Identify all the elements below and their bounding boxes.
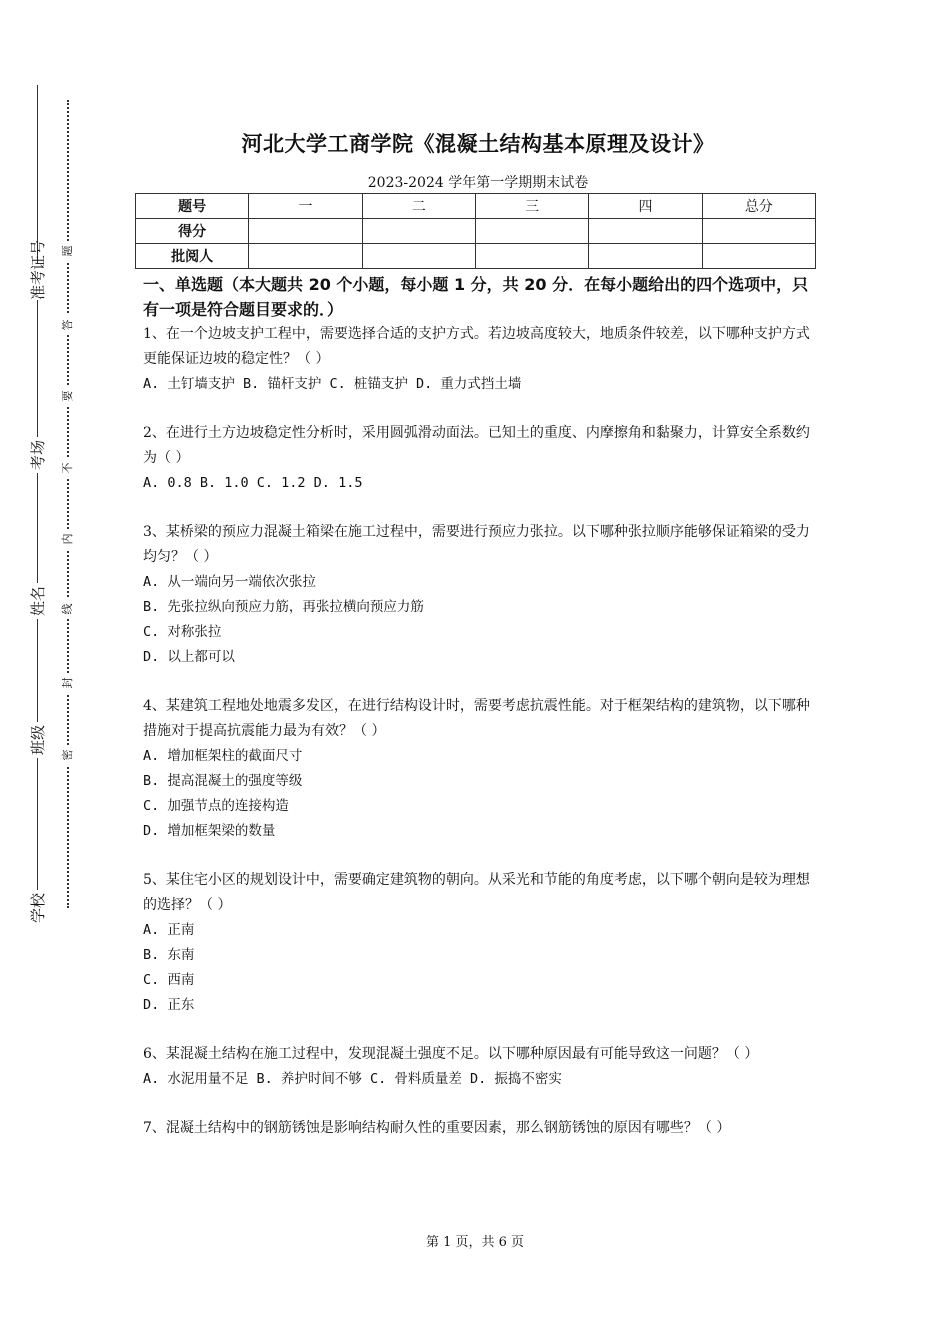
question-option: C. 西南 <box>143 972 195 988</box>
question-option: C. 对称张拉 <box>143 624 222 640</box>
seal-char: 密 <box>58 745 78 765</box>
field-class-label: 班级 <box>20 722 56 758</box>
reviewer-cell <box>249 244 362 269</box>
question-5 <box>143 868 815 1018</box>
reviewer-cell <box>362 244 475 269</box>
score-table-header-row <box>136 194 816 219</box>
question-option: D. 以上都可以 <box>143 649 235 665</box>
question-option: D. 正东 <box>143 997 195 1013</box>
seal-char: 题 <box>58 241 78 261</box>
score-table-header-cell: 四 <box>589 194 702 219</box>
reviewer-cell <box>589 244 702 269</box>
score-cell <box>702 219 815 244</box>
question-list <box>143 322 815 1165</box>
score-table-header-cell: 题号 <box>136 194 249 219</box>
reviewer-row-label: 批阅人 <box>136 244 249 269</box>
question-option: A. 从一端向另一端依次张拉 <box>143 574 316 590</box>
question-option: A. 正南 <box>143 922 195 938</box>
seal-char: 封 <box>58 673 78 693</box>
question-option: C. 加强节点的连接构造 <box>143 798 289 814</box>
reviewer-cell <box>475 244 588 269</box>
field-exam-number-label: 准考证号 <box>20 264 56 300</box>
score-table-header-cell: 总分 <box>702 194 815 219</box>
score-cell <box>249 219 362 244</box>
score-row-label: 得分 <box>136 219 249 244</box>
score-cell <box>475 219 588 244</box>
score-table-row <box>136 244 816 269</box>
seal-char: 要 <box>58 386 78 406</box>
question-4 <box>143 694 815 844</box>
seal-char: 答 <box>58 315 78 335</box>
question-option: A. 水泥用量不足 B. 养护时间不够 C. 骨料质量差 D. 振捣不密实 <box>143 1071 562 1087</box>
question-stem: 2、在进行土方边坡稳定性分析时，采用圆弧滑动面法。已知土的重度、内摩擦角和黏聚力，计算安全系数约为（ ） <box>143 425 810 466</box>
question-stem: 3、某桥梁的预应力混凝土箱梁在施工过程中，需要进行预应力张拉。以下哪种张拉顺序能够保证箱梁的受力均匀？（ ） <box>143 524 810 565</box>
question-option: B. 先张拉纵向预应力筋，再张拉横向预应力筋 <box>143 599 424 615</box>
seal-char: 内 <box>58 529 78 549</box>
question-stem: 6、某混凝土结构在施工过程中，发现混凝土强度不足。以下哪种原因最有可能导致这一问题？（ ） <box>143 1046 759 1062</box>
question-3 <box>143 520 815 670</box>
question-2 <box>143 421 815 496</box>
question-7 <box>143 1116 815 1141</box>
section-heading: 一、单选题（本大题共 20 个小题，每小题 1 分，共 20 分．在每小题给出的四个选项中，只有一项是符合题目要求的．） <box>143 275 809 319</box>
seal-dotted-line <box>67 100 69 908</box>
score-table-header-cell: 二 <box>362 194 475 219</box>
reviewer-cell <box>702 244 815 269</box>
field-exam-room-label: 考场 <box>20 437 56 473</box>
question-option: B. 提高混凝土的强度等级 <box>143 773 303 789</box>
question-stem: 7、混凝土结构中的钢筋锈蚀是影响结构耐久性的重要因素，那么钢筋锈蚀的原因有哪些？（ ） <box>143 1120 731 1136</box>
field-school-label: 学校 <box>20 890 56 926</box>
question-stem: 1、在一个边坡支护工程中，需要选择合适的支护方式。若边坡高度较大，地质条件较差，以下哪种支护方式更能保证边坡的稳定性？（ ） <box>143 326 810 367</box>
exam-subtitle: 2023-2024 学年第一学期期末试卷 <box>367 175 589 191</box>
field-name-label: 姓名 <box>20 583 56 619</box>
score-cell <box>362 219 475 244</box>
question-option: B. 东南 <box>143 947 195 963</box>
question-option: A. 0.8 B. 1.0 C. 1.2 D. 1.5 <box>143 475 363 491</box>
question-option: D. 增加框架梁的数量 <box>143 823 276 839</box>
score-table-row <box>136 219 816 244</box>
question-option: A. 土钉墙支护 B. 锚杆支护 C. 桩锚支护 D. 重力式挡土墙 <box>143 376 522 392</box>
seal-char: 线 <box>58 599 78 619</box>
score-table-header-cell: 一 <box>249 194 362 219</box>
page-number: 第 1 页，共 6 页 <box>425 1235 525 1250</box>
score-table-header-cell: 三 <box>475 194 588 219</box>
question-1 <box>143 322 815 397</box>
question-stem: 5、某住宅小区的规划设计中，需要确定建筑物的朝向。从采光和节能的角度考虑，以下哪个朝向是较为理想的选择？（ ） <box>143 872 810 913</box>
score-table <box>135 193 816 269</box>
question-stem: 4、某建筑工程地处地震多发区，在进行结构设计时，需要考虑抗震性能。对于框架结构的建筑物，以下哪种措施对于提高抗震能力最为有效？（ ） <box>143 698 810 739</box>
binding-line <box>37 85 38 920</box>
question-6 <box>143 1042 815 1092</box>
exam-title: 河北大学工商学院《混凝土结构基本原理及设计》 <box>241 132 715 156</box>
seal-char: 不 <box>58 458 78 478</box>
score-cell <box>589 219 702 244</box>
question-option: A. 增加框架柱的截面尺寸 <box>143 748 303 764</box>
